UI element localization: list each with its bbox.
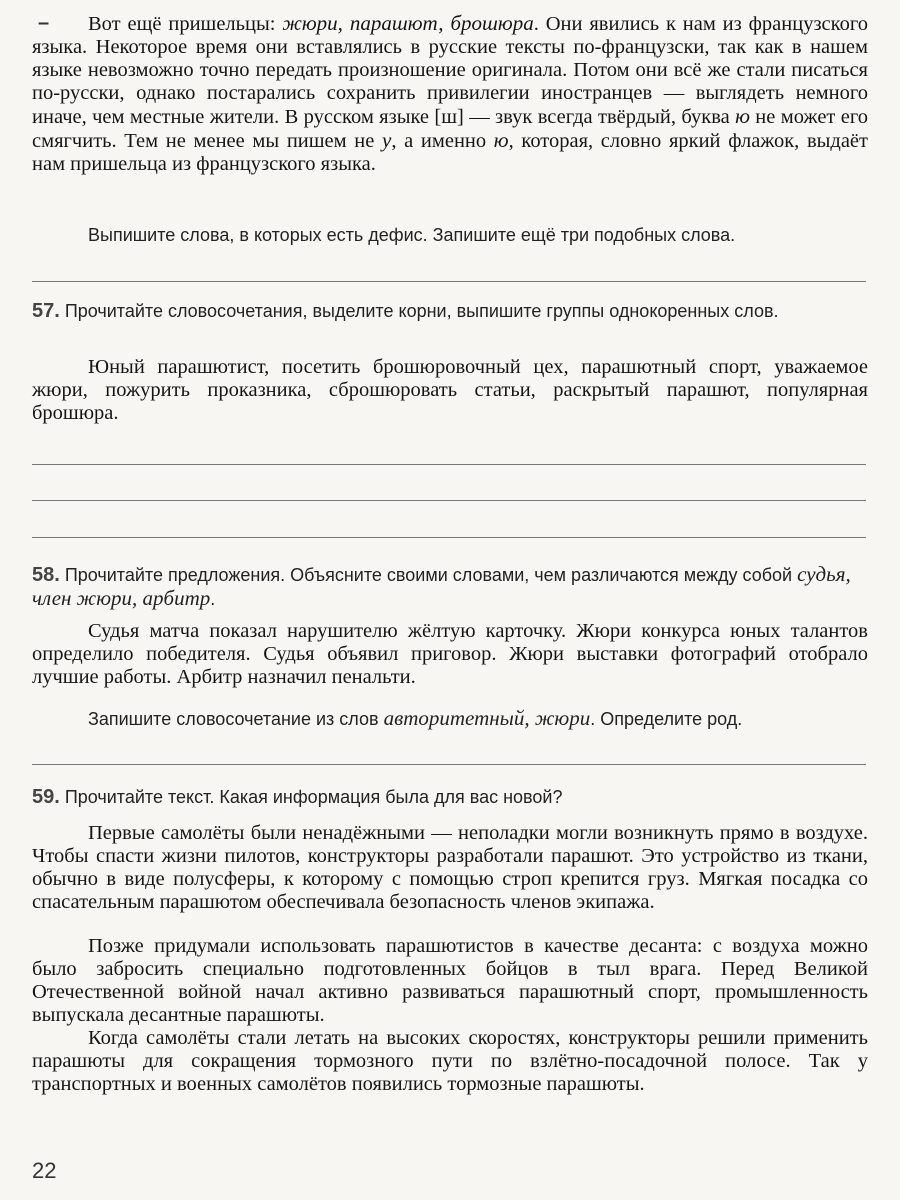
exercise-58-task: Запишите словосочетание из слов авторитетный, жюри. Определите род. — [88, 706, 743, 730]
exercise-57-text: Юный парашютист, посетить брошюровочный цех, парашютный спорт, уважаемое жюри, пожурить проказника, сброшюровать статьи, раскрытый парашют, популярная брошюра. — [32, 356, 868, 424]
exercise-58-number: 58. — [32, 564, 60, 586]
answer-line[interactable] — [32, 537, 866, 538]
exercise-58-text: Судья матча показал нарушителю жёлтую карточку. Жюри конкурса юных талантов определило победителя. Судья объявил приговор. Жюри выставки фотографий отобрало лучшие работы. Арбитр назначил пенальти. — [32, 620, 868, 688]
bullet-dash: – — [38, 12, 50, 34]
exercise-57-number: 57. — [32, 300, 60, 322]
answer-line[interactable] — [32, 500, 866, 501]
answer-line[interactable] — [32, 764, 866, 765]
intro-paragraph: Вот ещё пришельцы: жюри, парашют, брошюра. Они явились к нам из французского языка. Некоторое время они вставлялись в русские тексты по-французски, так как в нашем языке невозможно точно передать произношение оригинала. Потом они всё же стали писаться по-русски, однако постарались сохранить привилегии иностранцев — выглядеть немного иначе, чем местные жители. В русском языке [ш] — звук всегда твёрдый, буква ю не может его смягчить. Тем не менее мы пишем не у, а именно ю, которая, словно яркий флажок, выдаёт нам пришельца из французского языка. — [32, 11, 868, 175]
exercise-59-paragraph-2: Позже придумали использовать парашютистов в качестве десанта: с воздуха можно было забросить специально подготовленных бойцов в тыл врага. Перед Великой Отечественной войной начал активно развиваться парашютный спорт, промышленность выпускала десантные парашюты. — [32, 935, 868, 1026]
answer-line[interactable] — [32, 281, 866, 282]
page-number: 22 — [32, 1158, 57, 1183]
exercise-59-instruction: 59. Прочитайте текст. Какая информация была для вас новой? — [32, 786, 563, 808]
intro-task: Выпишите слова, в которых есть дефис. Запишите ещё три подобных слова. — [88, 225, 736, 245]
exercise-59-paragraph-1: Первые самолёты были ненадёжными — неполадки могли возникнуть прямо в воздухе. Чтобы спасти жизни пилотов, конструкторы разработали парашют. Это устройство из ткани, обычно в виде полусферы, к которому с помощью строп крепится груз. Мягкая посадка со спасательным парашютом обеспечивала безопасность членов экипажа. — [32, 822, 868, 913]
exercise-57-instruction: 57. Прочитайте словосочетания, выделите корни, выпишите группы однокоренных слов. — [32, 300, 779, 322]
intro-words: жюри, парашют, брошюра — [282, 11, 534, 35]
answer-line[interactable] — [32, 464, 866, 465]
exercise-59-number: 59. — [32, 786, 60, 808]
exercise-58-instruction: 58. Прочитайте предложения. Объясните своими словами, чем различаются между собой судья, член жюри, арбитр. — [32, 562, 851, 610]
exercise-59-paragraph-3: Когда самолёты стали летать на высоких скоростях, конструкторы решили применить парашюты для сокращения тормозного пути по взлётно-посадочной полосе. Так у транспортных и военных самолётов появились тормозные парашюты. — [32, 1027, 868, 1095]
